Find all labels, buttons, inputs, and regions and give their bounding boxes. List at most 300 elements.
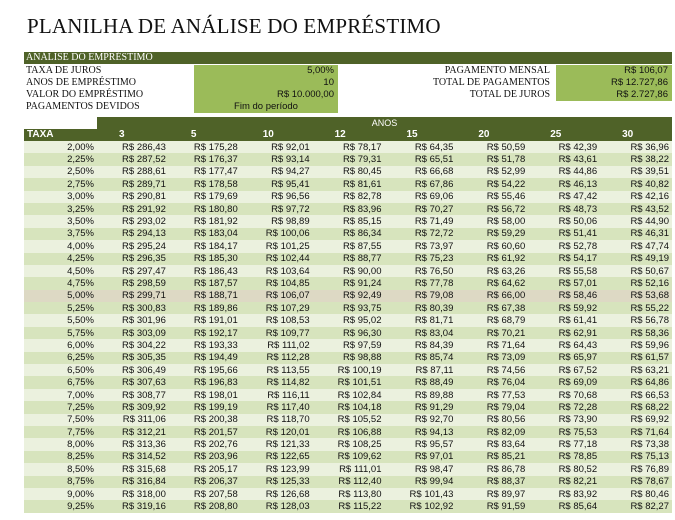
payment-cell: R$ 78,17 [313,141,385,153]
payment-cell: R$ 103,64 [241,265,313,277]
payment-cell: R$ 188,71 [169,290,241,302]
payment-cell: R$ 97,59 [313,339,385,351]
payment-cell: R$ 66,00 [456,290,528,302]
payment-cell: R$ 85,64 [528,500,600,512]
payment-cell: R$ 100,19 [313,364,385,376]
payment-cell: R$ 121,33 [241,438,313,450]
payment-cell: R$ 112,40 [313,476,385,488]
payment-cell: R$ 202,76 [169,438,241,450]
payment-cell: R$ 92,01 [241,141,313,153]
payment-cell: R$ 102,92 [385,500,457,512]
payment-cell: R$ 311,06 [97,414,169,426]
rate-cell: 8,00% [24,438,97,450]
payment-cell: R$ 97,72 [241,203,313,215]
payment-cell: R$ 64,35 [385,141,457,153]
payment-cell: R$ 92,49 [313,290,385,302]
due-label: PAGAMENTOS DEVIDOS [26,101,140,112]
payment-cell: R$ 126,68 [241,488,313,500]
payment-cell: R$ 191,01 [169,314,241,326]
payment-cell: R$ 82,09 [456,426,528,438]
payment-cell: R$ 196,83 [169,376,241,388]
payment-cell: R$ 73,38 [600,438,672,450]
payment-cell: R$ 80,52 [528,463,600,475]
table-row [24,314,672,326]
payment-cell: R$ 114,82 [241,376,313,388]
payment-cell: R$ 50,67 [600,265,672,277]
total-interest-label: TOTAL DE JUROS [469,89,550,100]
payment-cell: R$ 58,46 [528,290,600,302]
payment-cell: R$ 50,06 [528,215,600,227]
rate-cell: 8,50% [24,463,97,475]
payment-cell: R$ 189,86 [169,302,241,314]
payment-cell: R$ 308,77 [97,389,169,401]
payment-cell: R$ 294,13 [97,228,169,240]
rate-cell: 7,00% [24,389,97,401]
payment-cell: R$ 91,29 [385,401,457,413]
payment-cell: R$ 56,72 [456,203,528,215]
payment-cell: R$ 98,88 [313,352,385,364]
table-row [24,438,672,450]
payment-cell: R$ 288,61 [97,166,169,178]
payment-cell: R$ 107,29 [241,302,313,314]
payment-cell: R$ 54,17 [528,253,600,265]
payment-cell: R$ 69,09 [528,376,600,388]
payment-cell: R$ 104,18 [313,401,385,413]
rate-cell: 6,25% [24,352,97,364]
payment-cell: R$ 82,78 [313,191,385,203]
payment-cell: R$ 203,96 [169,451,241,463]
payment-cell: R$ 111,02 [241,339,313,351]
table-row [24,203,672,215]
years-column-header: 25 [550,129,562,140]
total-interest-value: R$ 2.727,86 [556,89,672,101]
payment-cell: R$ 293,02 [97,215,169,227]
payment-cell: R$ 80,45 [313,166,385,178]
years-column-header: 12 [334,129,346,140]
payment-cell: R$ 102,44 [241,253,313,265]
payment-cell: R$ 120,01 [241,426,313,438]
payment-cell: R$ 208,80 [169,500,241,512]
payment-cell: R$ 64,86 [600,376,672,388]
table-row [24,401,672,413]
payment-cell: R$ 118,70 [241,414,313,426]
payment-cell: R$ 206,37 [169,476,241,488]
payment-cell: R$ 101,51 [313,376,385,388]
payment-cell: R$ 83,92 [528,488,600,500]
table-row [24,228,672,240]
payment-cell: R$ 78,85 [528,451,600,463]
payment-cell: R$ 38,22 [600,153,672,165]
table-row [24,451,672,463]
page-title: PLANILHA DE ANÁLISE DO EMPRÉSTIMO [27,14,441,38]
rate-cell: 3,25% [24,203,97,215]
payment-cell: R$ 88,77 [313,253,385,265]
payment-cell: R$ 62,91 [528,327,600,339]
rate-input[interactable]: 5,00% [194,65,338,77]
payment-cell: R$ 88,37 [456,476,528,488]
payment-cell: R$ 66,53 [600,389,672,401]
payment-cell: R$ 304,22 [97,339,169,351]
rate-column-header: TAXA [27,129,54,140]
rate-cell: 7,75% [24,426,97,438]
total-payments-label: TOTAL DE PAGAMENTOS [433,77,550,88]
payment-cell: R$ 296,35 [97,253,169,265]
payment-cell: R$ 91,59 [456,500,528,512]
payment-cell: R$ 69,06 [385,191,457,203]
years-label: ANOS DE EMPRÉSTIMO [26,77,137,88]
payment-cell: R$ 108,25 [313,438,385,450]
payment-cell: R$ 65,51 [385,153,457,165]
payment-cell: R$ 47,74 [600,240,672,252]
payment-cell: R$ 184,17 [169,240,241,252]
payment-cell: R$ 286,43 [97,141,169,153]
table-row [24,488,672,500]
due-select[interactable]: Fim do período [194,101,338,113]
rate-cell: 9,00% [24,488,97,500]
input-row-amount [24,89,672,101]
payment-cell: R$ 79,08 [385,290,457,302]
payment-cell: R$ 194,49 [169,352,241,364]
payment-cell: R$ 90,00 [313,265,385,277]
payment-cell: R$ 92,70 [385,414,457,426]
payment-cell: R$ 51,41 [528,228,600,240]
payment-cell: R$ 44,90 [600,215,672,227]
payment-cell: R$ 98,47 [385,463,457,475]
payment-cell: R$ 299,71 [97,290,169,302]
payment-cell: R$ 93,75 [313,302,385,314]
payment-cell: R$ 87,55 [313,240,385,252]
rate-cell: 7,25% [24,401,97,413]
payment-cell: R$ 83,96 [313,203,385,215]
payment-cell: R$ 88,49 [385,376,457,388]
payment-cell: R$ 306,49 [97,364,169,376]
payment-cell: R$ 109,77 [241,327,313,339]
payment-cell: R$ 66,68 [385,166,457,178]
rate-cell: 8,75% [24,476,97,488]
payment-cell: R$ 180,80 [169,203,241,215]
payment-cell: R$ 318,00 [97,488,169,500]
payment-cell: R$ 205,17 [169,463,241,475]
years-column-header: 20 [478,129,490,140]
payment-cell: R$ 46,13 [528,178,600,190]
payment-cell: R$ 55,58 [528,265,600,277]
rate-cell: 5,25% [24,302,97,314]
payment-cell: R$ 72,72 [385,228,457,240]
table-row [24,364,672,376]
payment-cell: R$ 290,81 [97,191,169,203]
payment-cell: R$ 76,50 [385,265,457,277]
payment-cell: R$ 198,01 [169,389,241,401]
amount-input[interactable]: R$ 10.000,00 [194,89,338,101]
payment-cell: R$ 42,39 [528,141,600,153]
rate-cell: 7,50% [24,414,97,426]
payment-cell: R$ 83,64 [456,438,528,450]
payment-cell: R$ 50,59 [456,141,528,153]
payment-cell: R$ 67,38 [456,302,528,314]
payment-cell: R$ 85,74 [385,352,457,364]
payment-cell: R$ 71,64 [600,426,672,438]
payment-cell: R$ 106,88 [313,426,385,438]
payment-cell: R$ 113,80 [313,488,385,500]
payment-cell: R$ 82,27 [600,500,672,512]
payment-cell: R$ 80,46 [600,488,672,500]
payment-cell: R$ 70,21 [456,327,528,339]
table-row [24,191,672,203]
payment-cell: R$ 75,53 [528,426,600,438]
years-group-header: ANOS [97,117,672,129]
payment-cell: R$ 201,57 [169,426,241,438]
monthly-payment-label: PAGAMENTO MENSAL [444,65,550,76]
payment-cell: R$ 52,99 [456,166,528,178]
payment-cell: R$ 61,92 [456,253,528,265]
rate-cell: 5,75% [24,327,97,339]
table-row [24,339,672,351]
payment-cell: R$ 179,69 [169,191,241,203]
table-row [24,141,672,153]
payment-cell: R$ 113,55 [241,364,313,376]
payment-cell: R$ 186,43 [169,265,241,277]
payment-cell: R$ 52,78 [528,240,600,252]
payment-cell: R$ 55,22 [600,302,672,314]
payment-cell: R$ 192,17 [169,327,241,339]
payment-cell: R$ 86,34 [313,228,385,240]
rate-cell: 4,50% [24,265,97,277]
payment-cell: R$ 105,52 [313,414,385,426]
input-row-due [24,101,672,113]
payment-cell: R$ 43,52 [600,203,672,215]
payment-cell: R$ 298,59 [97,277,169,289]
payment-cell: R$ 75,23 [385,253,457,265]
payment-cell: R$ 117,40 [241,401,313,413]
payment-cell: R$ 59,92 [528,302,600,314]
payment-cell: R$ 63,26 [456,265,528,277]
payment-cell: R$ 99,94 [385,476,457,488]
payment-cell: R$ 101,43 [385,488,457,500]
payment-cell: R$ 309,92 [97,401,169,413]
payment-cell: R$ 175,28 [169,141,241,153]
payment-cell: R$ 96,56 [241,191,313,203]
table-row [24,215,672,227]
payment-cell: R$ 73,90 [528,414,600,426]
payment-cell: R$ 64,62 [456,277,528,289]
payment-cell: R$ 108,53 [241,314,313,326]
amortization-table [24,141,672,513]
payment-cell: R$ 43,61 [528,153,600,165]
payment-cell: R$ 79,31 [313,153,385,165]
table-row [24,290,672,302]
payment-cell: R$ 83,04 [385,327,457,339]
payment-cell: R$ 64,43 [528,339,600,351]
payment-cell: R$ 301,96 [97,314,169,326]
table-row [24,389,672,401]
payment-cell: R$ 314,52 [97,451,169,463]
payment-cell: R$ 305,35 [97,352,169,364]
total-payments-value: R$ 12.727,86 [556,77,672,89]
years-column-header: 30 [622,129,634,140]
payment-cell: R$ 81,61 [313,178,385,190]
payment-cell: R$ 71,64 [456,339,528,351]
payment-cell: R$ 67,86 [385,178,457,190]
payment-cell: R$ 125,33 [241,476,313,488]
payment-cell: R$ 91,24 [313,277,385,289]
table-row [24,277,672,289]
payment-cell: R$ 36,96 [600,141,672,153]
table-row [24,327,672,339]
rate-cell: 5,50% [24,314,97,326]
payment-cell: R$ 319,16 [97,500,169,512]
payment-cell: R$ 47,42 [528,191,600,203]
payment-cell: R$ 291,92 [97,203,169,215]
table-header [24,129,672,141]
payment-cell: R$ 122,65 [241,451,313,463]
payment-cell: R$ 115,22 [313,500,385,512]
years-column-header: 15 [406,129,418,140]
payment-cell: R$ 101,25 [241,240,313,252]
payment-cell: R$ 46,31 [600,228,672,240]
payment-cell: R$ 80,39 [385,302,457,314]
table-row [24,240,672,252]
payment-cell: R$ 71,49 [385,215,457,227]
payment-cell: R$ 60,60 [456,240,528,252]
payment-cell: R$ 58,36 [600,327,672,339]
payment-cell: R$ 82,21 [528,476,600,488]
payment-cell: R$ 187,57 [169,277,241,289]
payment-cell: R$ 80,56 [456,414,528,426]
input-row-rate [24,65,672,77]
payment-cell: R$ 312,21 [97,426,169,438]
payment-cell: R$ 89,97 [456,488,528,500]
amount-label: VALOR DO EMPRÉSTIMO [26,89,144,100]
payment-cell: R$ 287,52 [97,153,169,165]
table-row [24,426,672,438]
payment-cell: R$ 97,01 [385,451,457,463]
payment-cell: R$ 52,16 [600,277,672,289]
payment-cell: R$ 183,04 [169,228,241,240]
payment-cell: R$ 49,19 [600,253,672,265]
payment-cell: R$ 94,27 [241,166,313,178]
payment-cell: R$ 96,30 [313,327,385,339]
payment-cell: R$ 98,89 [241,215,313,227]
payment-cell: R$ 177,47 [169,166,241,178]
payment-cell: R$ 176,37 [169,153,241,165]
payment-cell: R$ 77,18 [528,438,600,450]
payment-cell: R$ 95,02 [313,314,385,326]
payment-cell: R$ 123,99 [241,463,313,475]
table-row [24,376,672,388]
payment-cell: R$ 111,01 [313,463,385,475]
payment-cell: R$ 84,39 [385,339,457,351]
payment-cell: R$ 297,47 [97,265,169,277]
payment-cell: R$ 116,11 [241,389,313,401]
payment-cell: R$ 195,66 [169,364,241,376]
payment-cell: R$ 87,11 [385,364,457,376]
rate-cell: 4,00% [24,240,97,252]
payment-cell: R$ 89,88 [385,389,457,401]
payment-cell: R$ 61,41 [528,314,600,326]
payment-cell: R$ 70,68 [528,389,600,401]
payment-cell: R$ 63,21 [600,364,672,376]
years-column-header: 10 [262,129,274,140]
payment-cell: R$ 76,89 [600,463,672,475]
payment-cell: R$ 67,52 [528,364,600,376]
section-header: ANÁLISE DO EMPRÉSTIMO [24,52,672,64]
rate-cell: 2,50% [24,166,97,178]
payment-cell: R$ 94,13 [385,426,457,438]
table-row [24,178,672,190]
table-row [24,414,672,426]
payment-cell: R$ 59,96 [600,339,672,351]
rate-cell: 5,00% [24,290,97,302]
payment-cell: R$ 81,71 [385,314,457,326]
payment-cell: R$ 79,04 [456,401,528,413]
payment-cell: R$ 70,27 [385,203,457,215]
monthly-payment-value: R$ 106,07 [556,65,672,77]
payment-cell: R$ 59,29 [456,228,528,240]
payment-cell: R$ 73,97 [385,240,457,252]
payment-cell: R$ 93,14 [241,153,313,165]
rate-cell: 2,00% [24,141,97,153]
payment-cell: R$ 109,62 [313,451,385,463]
rate-cell: 6,00% [24,339,97,351]
payment-cell: R$ 303,09 [97,327,169,339]
years-column-header: 3 [119,129,125,140]
payment-cell: R$ 315,68 [97,463,169,475]
payment-cell: R$ 40,82 [600,178,672,190]
payment-cell: R$ 200,38 [169,414,241,426]
rate-cell: 9,25% [24,500,97,512]
payment-cell: R$ 193,33 [169,339,241,351]
payment-cell: R$ 104,85 [241,277,313,289]
rate-label: TAXA DE JUROS [26,65,102,76]
payment-cell: R$ 68,79 [456,314,528,326]
rate-cell: 3,00% [24,191,97,203]
payment-cell: R$ 56,78 [600,314,672,326]
payment-cell: R$ 77,78 [385,277,457,289]
rate-cell: 6,50% [24,364,97,376]
payment-cell: R$ 300,83 [97,302,169,314]
years-input[interactable]: 10 [194,77,338,89]
payment-cell: R$ 102,84 [313,389,385,401]
payment-cell: R$ 289,71 [97,178,169,190]
payment-cell: R$ 100,06 [241,228,313,240]
table-row [24,463,672,475]
rate-cell: 4,75% [24,277,97,289]
payment-cell: R$ 95,41 [241,178,313,190]
payment-cell: R$ 178,58 [169,178,241,190]
payment-cell: R$ 55,46 [456,191,528,203]
rate-cell: 8,25% [24,451,97,463]
payment-cell: R$ 76,04 [456,376,528,388]
payment-cell: R$ 54,22 [456,178,528,190]
payment-cell: R$ 61,57 [600,352,672,364]
payment-cell: R$ 85,21 [456,451,528,463]
payment-cell: R$ 86,78 [456,463,528,475]
payment-cell: R$ 307,63 [97,376,169,388]
payment-cell: R$ 78,67 [600,476,672,488]
rate-cell: 2,25% [24,153,97,165]
payment-cell: R$ 181,92 [169,215,241,227]
payment-cell: R$ 48,73 [528,203,600,215]
payment-cell: R$ 75,13 [600,451,672,463]
payment-cell: R$ 199,19 [169,401,241,413]
payment-cell: R$ 39,51 [600,166,672,178]
table-row [24,476,672,488]
payment-cell: R$ 65,97 [528,352,600,364]
payment-cell: R$ 72,28 [528,401,600,413]
payment-cell: R$ 95,57 [385,438,457,450]
payment-cell: R$ 112,28 [241,352,313,364]
rate-cell: 3,75% [24,228,97,240]
